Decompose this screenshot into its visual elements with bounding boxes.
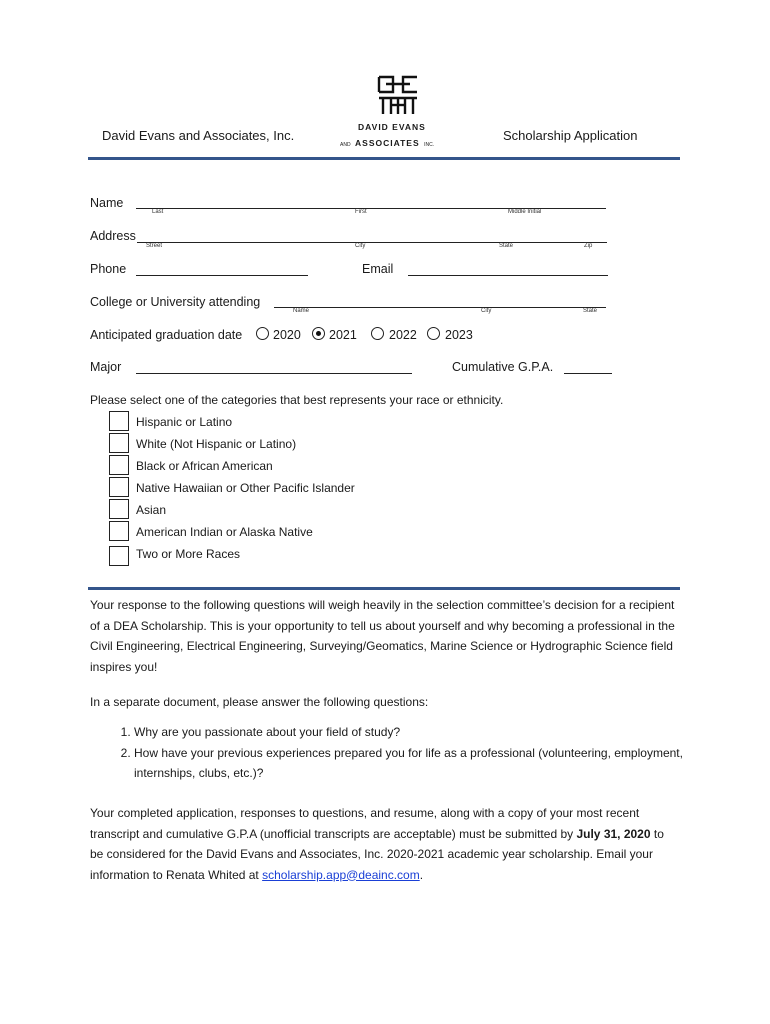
major-field[interactable] — [136, 373, 412, 374]
name-sub-last: Last — [152, 209, 164, 215]
race-checkbox-white[interactable] — [109, 433, 129, 453]
graduation-label: Anticipated graduation date — [90, 328, 243, 342]
major-label: Major — [90, 360, 122, 374]
name-label: Name — [90, 196, 124, 210]
radio-selected-dot — [316, 331, 321, 336]
college-label: College or University attending — [90, 295, 261, 309]
race-checkbox-multiple[interactable] — [109, 546, 129, 566]
graduation-option-2020: 2020 — [273, 328, 301, 342]
race-option-native: American Indian or Alaska Native — [136, 525, 313, 539]
instructions: In a separate document, please answer the following questions: — [90, 695, 429, 709]
graduation-option-2021: 2021 — [329, 328, 357, 342]
phone-label: Phone — [90, 262, 127, 276]
logo — [336, 74, 462, 148]
race-checkbox-native[interactable] — [109, 521, 129, 541]
closing-text-1: Your completed application, responses to questions, and resume, along with a copy of your most recent transcript and cumulative G.P.A (unofficial transcripts are acceptable) must be submitted by — [90, 806, 640, 841]
address-field[interactable] — [137, 242, 607, 243]
logo-line1: DAVID EVANS — [358, 122, 426, 132]
race-option-pacific: Native Hawaiian or Other Pacific Islander — [136, 481, 355, 495]
email-field[interactable] — [408, 275, 608, 276]
address-label: Address — [90, 229, 136, 243]
gpa-label: Cumulative G.P.A. — [452, 360, 554, 374]
company-name: David Evans and Associates, Inc. — [102, 128, 295, 143]
race-prompt: Please select one of the categories that best represents your race or ethnicity. — [90, 393, 504, 407]
intro-paragraph: Your response to the following questions will weigh heavily in the selection committee’s decision for a recipient of a DEA Scholarship. This is your opportunity to tell us about yourself and why becoming a professional in the Civil Engineering, Electrical Engineering, Surveying/Geomatics, Marine Science or Hydrographic Science field inspires you! — [90, 598, 675, 674]
deadline: July 31, 2020 — [576, 826, 651, 841]
gpa-field[interactable] — [564, 373, 612, 374]
race-option-hispanic: Hispanic or Latino — [136, 415, 233, 429]
graduation-radio-2020[interactable] — [256, 327, 269, 340]
graduation-radio-2022[interactable] — [371, 327, 384, 340]
college-field[interactable] — [274, 307, 606, 308]
name-sub-middle: Middle Initial — [508, 209, 542, 215]
address-sub-state: State — [499, 243, 514, 249]
email-label: Email — [362, 262, 394, 276]
logo-line2 — [340, 133, 434, 151]
race-option-multiple: Two or More Races — [136, 547, 241, 561]
logo-line2-suffix: INC. — [424, 142, 435, 148]
question-item: 1. Why are you passionate about your field of study? — [134, 722, 694, 743]
college-sub-state: State — [583, 308, 598, 314]
questions-list — [90, 722, 694, 784]
address-sub-city: City — [355, 243, 366, 249]
address-sub-street: Street — [146, 243, 163, 249]
dea-logo-icon — [376, 74, 420, 116]
closing-period: . — [419, 867, 424, 882]
email-link[interactable]: scholarship.app@deainc.com — [262, 867, 420, 882]
logo-line2-prefix: AND — [340, 142, 351, 148]
graduation-radio-2021[interactable] — [312, 327, 325, 340]
name-sub-first: First — [355, 209, 367, 215]
page-title: Scholarship Application — [503, 128, 638, 143]
race-checkbox-hispanic[interactable] — [109, 411, 129, 431]
race-checkbox-asian[interactable] — [109, 499, 129, 519]
logo-line2-main: ASSOCIATES — [355, 138, 420, 148]
race-checkbox-pacific[interactable] — [109, 477, 129, 497]
race-option-asian: Asian — [136, 503, 167, 517]
graduation-radio-2023[interactable] — [427, 327, 440, 340]
college-sub-name: Name — [293, 308, 310, 314]
graduation-option-2022: 2022 — [389, 328, 417, 342]
section-divider — [88, 587, 680, 590]
graduation-option-2023: 2023 — [445, 328, 473, 342]
question-item: 2. How have your previous experiences prepared you for life as a professional (volunteering, employment, internships, clubs, etc.)? — [134, 743, 694, 784]
phone-field[interactable] — [136, 275, 308, 276]
header-divider — [88, 157, 680, 160]
college-sub-city: City — [481, 308, 492, 314]
closing-paragraph — [90, 803, 680, 885]
closing-text-2: to be considered for the David Evans and Associates, Inc. 2020-2021 academic year scholarship. Email your information to Renata Whited at — [90, 826, 664, 882]
address-sub-zip: Zip — [584, 243, 593, 249]
race-option-black: Black or African American — [136, 459, 273, 473]
race-option-white: White (Not Hispanic or Latino) — [136, 437, 297, 451]
race-checkbox-black[interactable] — [109, 455, 129, 475]
